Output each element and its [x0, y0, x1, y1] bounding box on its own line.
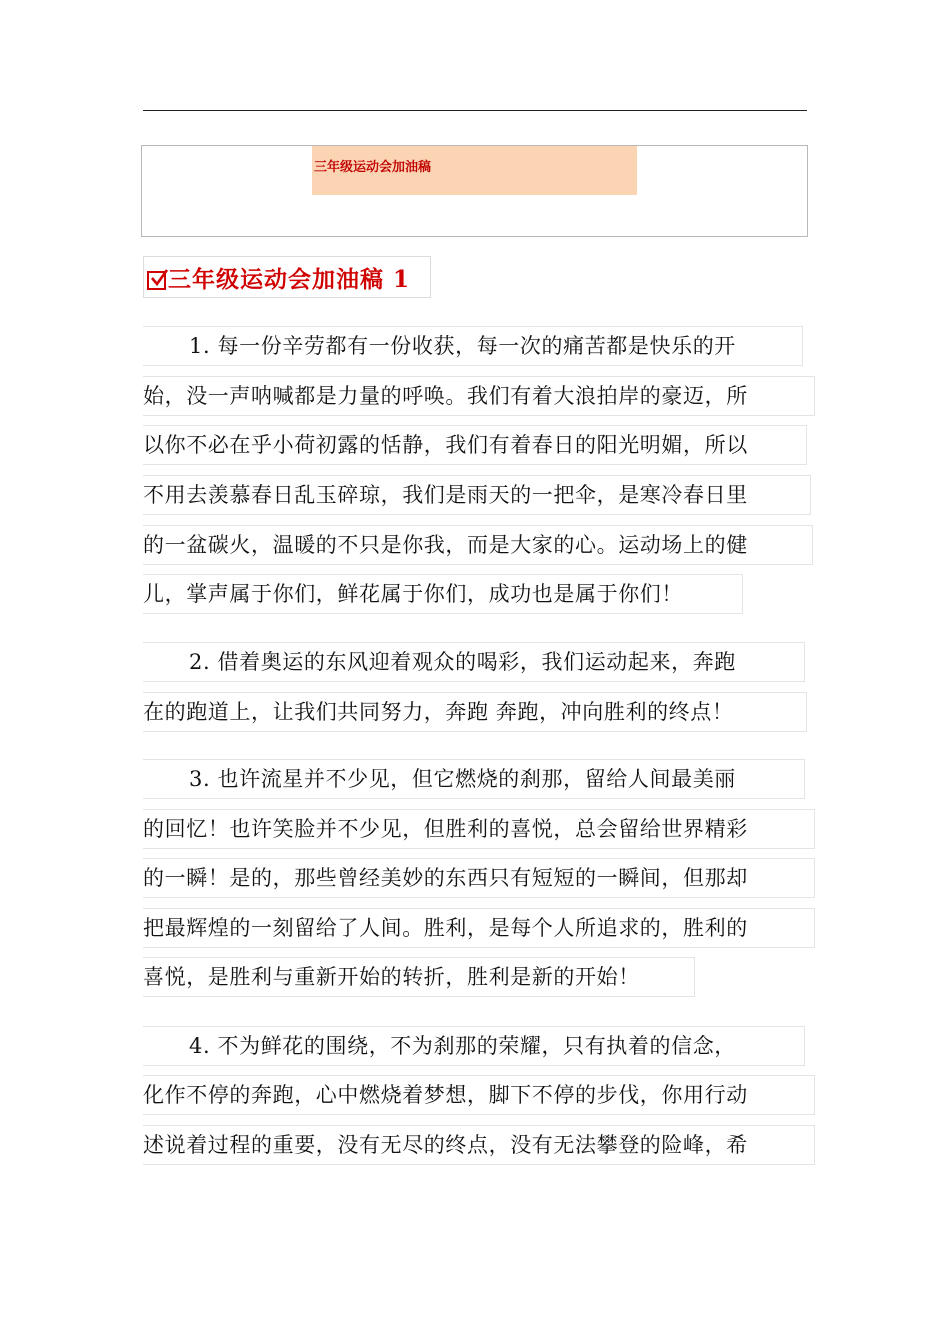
paragraph-2-line-2: 在的跑道上，让我们共同努力，奔跑 奔跑，冲向胜利的终点！	[143, 692, 807, 732]
checkbox-icon	[147, 271, 166, 290]
paragraph-1-line-4: 不用去羡慕春日乱玉碎琼，我们是雨天的一把伞，是寒冷春日里	[143, 475, 811, 515]
header-tag	[312, 146, 637, 195]
top-rule	[143, 110, 807, 111]
paragraph-3-line-2: 的回忆！也许笑脸并不少见，但胜利的喜悦，总会留给世界精彩	[143, 809, 815, 849]
paragraph-1-line-5: 的一盆碳火，温暖的不只是你我，而是大家的心。运动场上的健	[143, 525, 813, 565]
paragraph-4-line-2: 化作不停的奔跑，心中燃烧着梦想，脚下不停的步伐，你用行动	[143, 1075, 815, 1115]
paragraph-3-line-5: 喜悦，是胜利与重新开始的转折，胜利是新的开始！	[143, 957, 695, 997]
paragraph-1-line-3: 以你不必在乎小荷初露的恬静，我们有着春日的阳光明媚，所以	[143, 425, 807, 465]
paragraph-1-line-1: 1. 每一份辛劳都有一份收获，每一次的痛苦都是快乐的开	[143, 326, 803, 366]
paragraph-3-line-3: 的一瞬！是的，那些曾经美妙的东西只有短短的一瞬间，但那却	[143, 858, 815, 898]
paragraph-1-line-2: 始，没一声呐喊都是力量的呼唤。我们有着大浪拍岸的豪迈，所	[143, 376, 815, 416]
paragraph-4-line-1: 4. 不为鲜花的围绕，不为刹那的荣耀，只有执着的信念，	[143, 1026, 805, 1066]
section-heading	[143, 256, 431, 298]
paragraph-4-line-3: 述说着过程的重要，没有无尽的终点，没有无法攀登的险峰，希	[143, 1125, 815, 1165]
paragraph-3-line-4: 把最辉煌的一刻留给了人间。胜利，是每个人所追求的，胜利的	[143, 908, 815, 948]
header-tag-text: 三年级运动会加油稿	[314, 160, 432, 175]
section-heading-title: 三年级运动会加油稿 1	[168, 265, 411, 293]
paragraph-2-line-1: 2. 借着奥运的东风迎着观众的喝彩，我们运动起来，奔跑	[143, 642, 805, 682]
paragraph-3-line-1: 3. 也许流星并不少见，但它燃烧的刹那，留给人间最美丽	[143, 759, 805, 799]
paragraph-1-line-6: 儿，掌声属于你们，鲜花属于你们，成功也是属于你们！	[143, 574, 743, 614]
